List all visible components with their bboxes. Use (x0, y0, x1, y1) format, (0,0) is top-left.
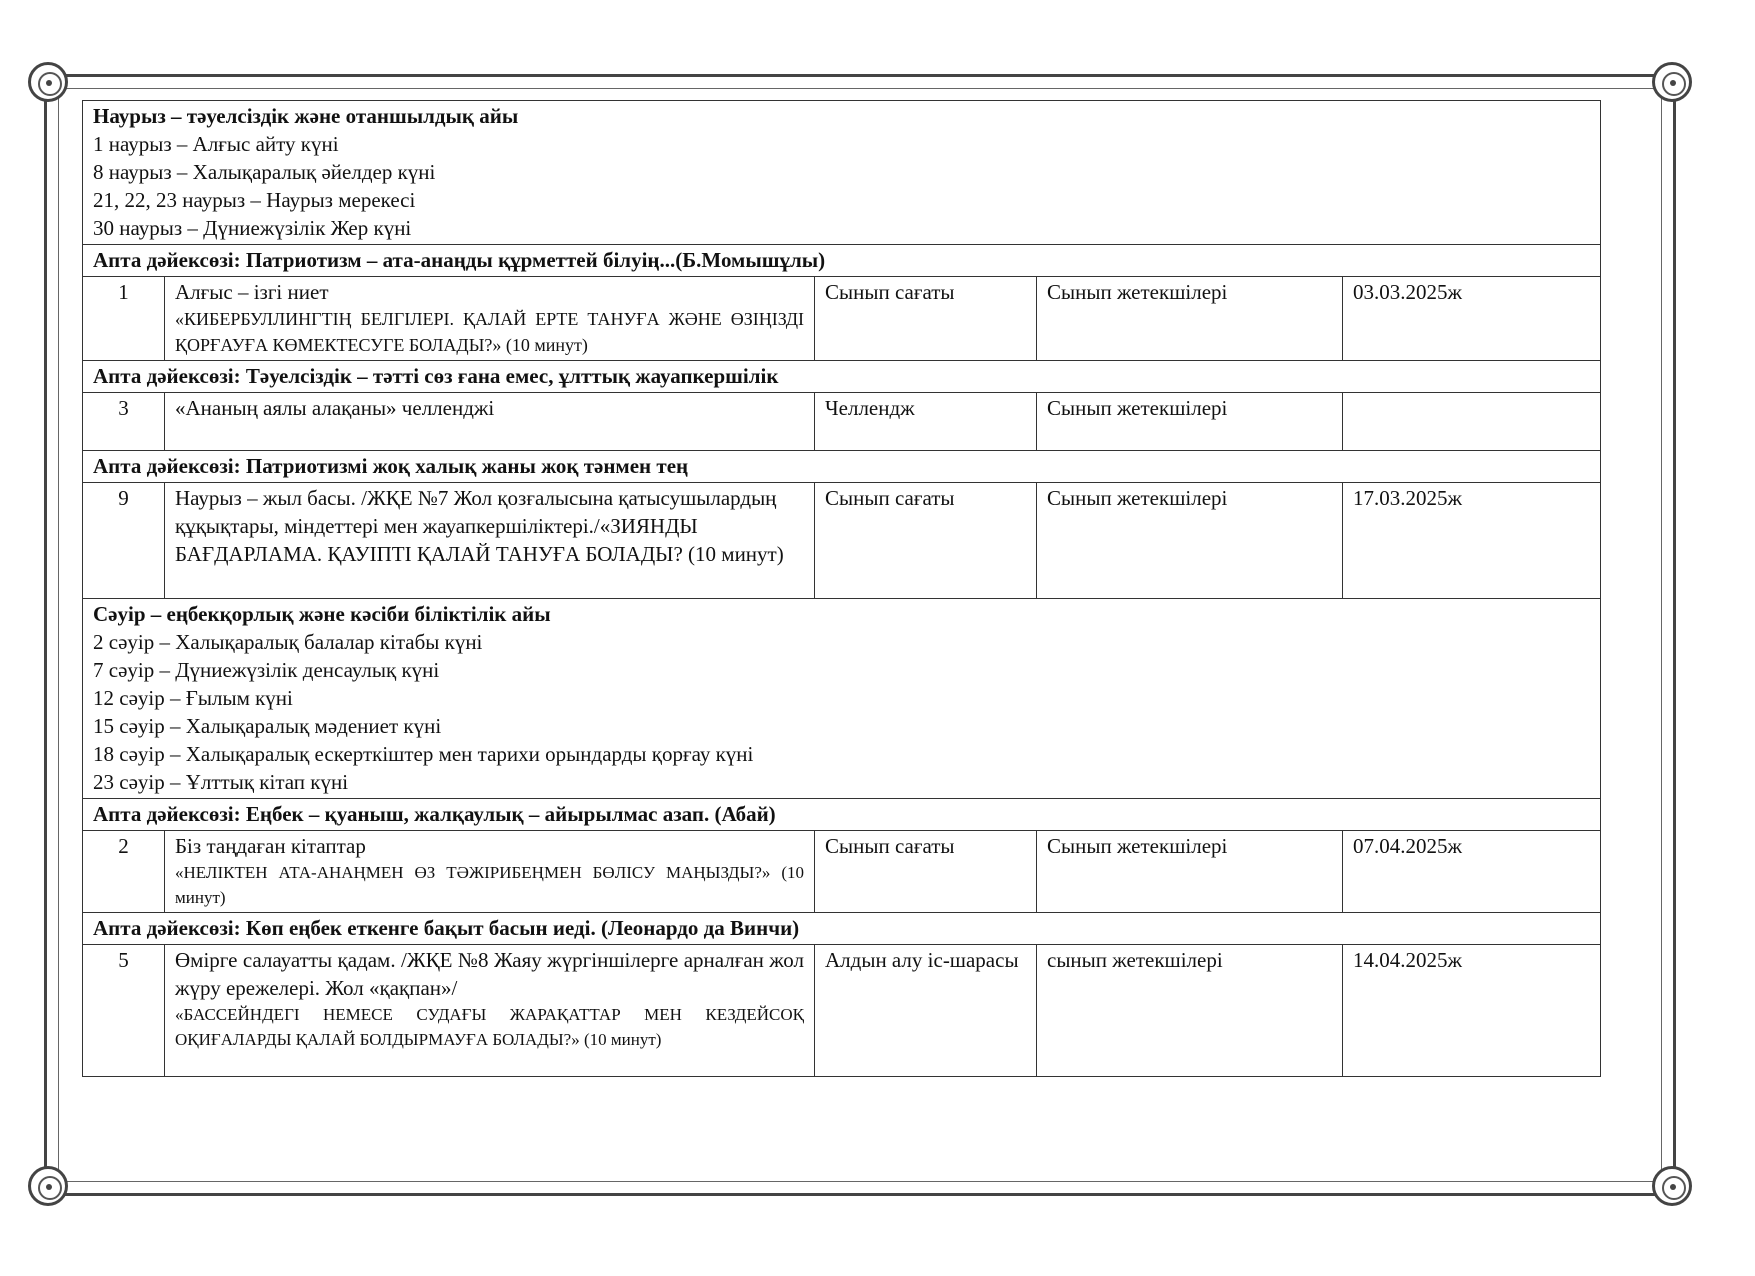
event-date: 07.04.2025ж (1343, 831, 1601, 913)
table-row (83, 483, 1601, 599)
event-responsible: сынып жетекшілері (1037, 945, 1343, 1077)
month-date-item: 21, 22, 23 наурыз – Наурыз мерекесі (93, 188, 416, 212)
month-section-march (83, 101, 1601, 245)
event-title: Өмірге салауатты қадам. /ЖҚЕ №8 Жаяу жүргіншілерге арналған жол жүру ережелері. Жол «қақпан»/ (175, 948, 804, 1000)
event-number: 3 (83, 393, 165, 451)
table-row (83, 831, 1601, 913)
event-date (1343, 393, 1601, 451)
event-name-cell (165, 945, 815, 1077)
event-title: «Ананың аялы алақаны» челленджі (175, 396, 495, 420)
week-motto-row (83, 245, 1601, 277)
month-section-cell (83, 599, 1601, 799)
event-title: Алғыс – ізгі ниет (175, 280, 329, 304)
week-motto: Апта дәйексөзі: Тәуелсіздік – тәтті сөз ғана емес, ұлттық жауапкершілік (83, 361, 1601, 393)
week-motto: Апта дәйексөзі: Еңбек – қуаныш, жалқаулық – айырылмас азап. (Абай) (83, 799, 1601, 831)
week-motto-row (83, 799, 1601, 831)
week-motto: Апта дәйексөзі: Көп еңбек еткенге бақыт басын иеді. (Леонардо да Винчи) (83, 913, 1601, 945)
event-form: Челлендж (815, 393, 1037, 451)
event-title: Наурыз – жыл басы. /ЖҚЕ №7 Жол қозғалысына қатысушылардың құқықтары, міндеттері мен жауапкершіліктері./«ЗИЯНДЫ БАҒДАРЛАМА. ҚАУІПТІ ҚАЛАЙ ТАНУҒА БОЛАДЫ? (10 минут) (175, 486, 784, 566)
month-title: Наурыз – тәуелсіздік және отаншылдық айы (93, 104, 519, 128)
event-date: 17.03.2025ж (1343, 483, 1601, 599)
week-motto: Апта дәйексөзі: Патриотизмі жоқ халық жаны жоқ тәнмен тең (83, 451, 1601, 483)
event-form: Сынып сағаты (815, 277, 1037, 361)
month-date-item: 8 наурыз – Халықаралық әйелдер күні (93, 160, 436, 184)
event-date: 14.04.2025ж (1343, 945, 1601, 1077)
month-date-item: 30 наурыз – Дүниежүзілік Жер күні (93, 216, 412, 240)
event-responsible: Сынып жетекшілері (1037, 831, 1343, 913)
month-section-cell (83, 101, 1601, 245)
event-title: Біз таңдаған кітаптар (175, 834, 366, 858)
event-form: Сынып сағаты (815, 483, 1037, 599)
frame-corner-ornament-icon (1652, 62, 1692, 102)
month-date-item: 23 сәуір – Ұлттық кітап күні (93, 770, 349, 794)
table-row (83, 945, 1601, 1077)
month-date-item: 15 сәуір – Халықаралық мәдениет күні (93, 714, 442, 738)
month-date-item: 12 сәуір – Ғылым күні (93, 686, 293, 710)
event-number: 5 (83, 945, 165, 1077)
event-name-cell (165, 831, 815, 913)
event-detail: «НЕЛІКТЕН АТА-АНАҢМЕН ӨЗ ТӘЖІРИБЕҢМЕН БӨЛІСУ МАҢЫЗДЫ?» (10 минут) (175, 863, 804, 907)
month-section-april (83, 599, 1601, 799)
events-plan-table (82, 100, 1601, 1077)
event-detail: «КИБЕРБУЛЛИНГТІҢ БЕЛГІЛЕРІ. ҚАЛАЙ ЕРТЕ ТАНУҒА ЖӘНЕ ӨЗІҢІЗДІ ҚОРҒАУҒА КӨМЕКТЕСУГЕ БОЛАДЫ?» (10 минут) (175, 309, 804, 355)
month-date-item: 18 сәуір – Халықаралық ескерткіштер мен тарихи орындарды қорғау күні (93, 742, 754, 766)
table-row (83, 277, 1601, 361)
month-date-item: 7 сәуір – Дүниежүзілік денсаулық күні (93, 658, 440, 682)
event-number: 1 (83, 277, 165, 361)
event-name-cell (165, 393, 815, 451)
event-name-cell (165, 483, 815, 599)
event-responsible: Сынып жетекшілері (1037, 483, 1343, 599)
event-detail: «БАССЕЙНДЕГІ НЕМЕСЕ СУДАҒЫ ЖАРАҚАТТАР МЕН КЕЗДЕЙСОҚ ОҚИҒАЛАРДЫ ҚАЛАЙ БОЛДЫРМАУҒА БОЛАДЫ?» (10 минут) (175, 1005, 804, 1049)
event-name-cell (165, 277, 815, 361)
event-number: 2 (83, 831, 165, 913)
month-title: Сәуір – еңбекқорлық және кәсіби біліктілік айы (93, 602, 551, 626)
week-motto-row (83, 913, 1601, 945)
week-motto: Апта дәйексөзі: Патриотизм – ата-анаңды құрметтей білуің...(Б.Момышұлы) (83, 245, 1601, 277)
week-motto-row (83, 361, 1601, 393)
event-form: Сынып сағаты (815, 831, 1037, 913)
month-date-item: 2 сәуір – Халықаралық балалар кітабы күні (93, 630, 483, 654)
week-motto-row (83, 451, 1601, 483)
event-date: 03.03.2025ж (1343, 277, 1601, 361)
frame-corner-ornament-icon (28, 62, 68, 102)
event-form: Алдын алу іс-шарасы (815, 945, 1037, 1077)
frame-corner-ornament-icon (28, 1166, 68, 1206)
month-date-item: 1 наурыз – Алғыс айту күні (93, 132, 339, 156)
frame-corner-ornament-icon (1652, 1166, 1692, 1206)
event-responsible: Сынып жетекшілері (1037, 277, 1343, 361)
event-number: 9 (83, 483, 165, 599)
table-row (83, 393, 1601, 451)
event-responsible: Сынып жетекшілері (1037, 393, 1343, 451)
